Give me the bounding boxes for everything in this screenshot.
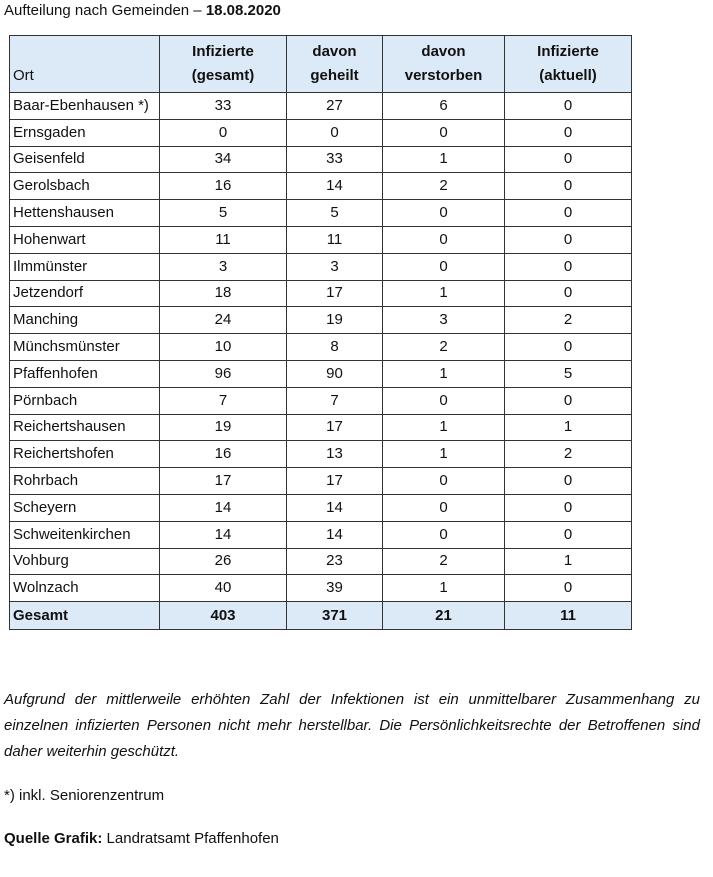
table-row xyxy=(10,226,632,253)
cell-verstorben: 0 xyxy=(383,468,505,495)
cell-geheilt: 90 xyxy=(287,360,383,387)
cell-geheilt: 17 xyxy=(287,468,383,495)
cell-ort: Gesamt xyxy=(10,602,160,630)
cell-ort: Wolnzach xyxy=(10,575,160,602)
cell-aktuell: 0 xyxy=(505,334,632,361)
footnote: *) inkl. Seniorenzentrum xyxy=(4,787,165,804)
cell-aktuell: 0 xyxy=(505,119,632,146)
table-total-row xyxy=(10,602,632,630)
header-line: (aktuell) xyxy=(539,67,597,84)
cell-verstorben: 1 xyxy=(383,414,505,441)
cell-ort: Ilmmünster xyxy=(10,253,160,280)
cell-geheilt: 371 xyxy=(287,602,383,630)
cell-geheilt: 8 xyxy=(287,334,383,361)
cell-verstorben: 6 xyxy=(383,93,505,120)
cell-ort: Reichertshausen xyxy=(10,414,160,441)
cell-aktuell: 0 xyxy=(505,280,632,307)
cell-geheilt: 19 xyxy=(287,307,383,334)
cell-infizierte-gesamt: 33 xyxy=(160,93,287,120)
cell-ort: Pörnbach xyxy=(10,387,160,414)
source-value: Landratsamt Pfaffenhofen xyxy=(102,830,279,847)
header-line: Infizierte xyxy=(537,43,599,60)
table-row xyxy=(10,334,632,361)
header-aktuell xyxy=(505,36,632,93)
cell-infizierte-gesamt: 18 xyxy=(160,280,287,307)
cell-infizierte-gesamt: 17 xyxy=(160,468,287,495)
cell-geheilt: 0 xyxy=(287,119,383,146)
cell-ort: Ernsgaden xyxy=(10,119,160,146)
cell-ort: Reichertshofen xyxy=(10,441,160,468)
cell-verstorben: 0 xyxy=(383,253,505,280)
cell-verstorben: 0 xyxy=(383,494,505,521)
cell-infizierte-gesamt: 26 xyxy=(160,548,287,575)
cell-aktuell: 0 xyxy=(505,226,632,253)
cell-infizierte-gesamt: 3 xyxy=(160,253,287,280)
cell-aktuell: 0 xyxy=(505,253,632,280)
header-line: Infizierte xyxy=(192,43,254,60)
cell-geheilt: 7 xyxy=(287,387,383,414)
cell-infizierte-gesamt: 14 xyxy=(160,521,287,548)
cell-ort: Geisenfeld xyxy=(10,146,160,173)
cell-verstorben: 1 xyxy=(383,441,505,468)
cell-ort: Pfaffenhofen xyxy=(10,360,160,387)
table-row xyxy=(10,200,632,227)
table-row xyxy=(10,575,632,602)
header-verstorben xyxy=(383,36,505,93)
cell-verstorben: 0 xyxy=(383,119,505,146)
table-row xyxy=(10,93,632,120)
cell-aktuell: 0 xyxy=(505,200,632,227)
cell-verstorben: 0 xyxy=(383,226,505,253)
cell-verstorben: 21 xyxy=(383,602,505,630)
cell-geheilt: 39 xyxy=(287,575,383,602)
cell-ort: Hohenwart xyxy=(10,226,160,253)
cell-geheilt: 17 xyxy=(287,280,383,307)
cell-infizierte-gesamt: 16 xyxy=(160,441,287,468)
cell-infizierte-gesamt: 5 xyxy=(160,200,287,227)
cell-ort: Gerolsbach xyxy=(10,173,160,200)
cell-ort: Scheyern xyxy=(10,494,160,521)
cell-verstorben: 2 xyxy=(383,334,505,361)
header-line: davon xyxy=(312,43,357,60)
cell-ort: Hettenshausen xyxy=(10,200,160,227)
cell-geheilt: 5 xyxy=(287,200,383,227)
cell-geheilt: 13 xyxy=(287,441,383,468)
cell-infizierte-gesamt: 34 xyxy=(160,146,287,173)
table-header-row xyxy=(10,36,632,93)
cell-aktuell: 0 xyxy=(505,93,632,120)
cell-ort: Münchsmünster xyxy=(10,334,160,361)
cell-geheilt: 11 xyxy=(287,226,383,253)
cell-geheilt: 14 xyxy=(287,521,383,548)
source-line xyxy=(4,830,279,847)
cell-verstorben: 1 xyxy=(383,575,505,602)
table-row xyxy=(10,253,632,280)
cell-infizierte-gesamt: 7 xyxy=(160,387,287,414)
header-line: geheilt xyxy=(310,67,359,84)
cell-aktuell: 0 xyxy=(505,173,632,200)
header-ort: Ort xyxy=(10,36,160,93)
cell-aktuell: 0 xyxy=(505,575,632,602)
cell-infizierte-gesamt: 14 xyxy=(160,494,287,521)
cell-geheilt: 14 xyxy=(287,494,383,521)
page-heading xyxy=(4,1,281,21)
cell-infizierte-gesamt: 403 xyxy=(160,602,287,630)
cell-infizierte-gesamt: 11 xyxy=(160,226,287,253)
cell-ort: Jetzendorf xyxy=(10,280,160,307)
cell-geheilt: 23 xyxy=(287,548,383,575)
header-line: davon xyxy=(421,43,466,60)
table-row xyxy=(10,387,632,414)
cell-infizierte-gesamt: 40 xyxy=(160,575,287,602)
table-row xyxy=(10,468,632,495)
cell-geheilt: 17 xyxy=(287,414,383,441)
table-row xyxy=(10,441,632,468)
cell-geheilt: 27 xyxy=(287,93,383,120)
cell-infizierte-gesamt: 0 xyxy=(160,119,287,146)
cell-verstorben: 0 xyxy=(383,521,505,548)
cell-verstorben: 1 xyxy=(383,360,505,387)
heading-date: 18.08.2020 xyxy=(205,2,281,19)
cell-infizierte-gesamt: 24 xyxy=(160,307,287,334)
cell-geheilt: 14 xyxy=(287,173,383,200)
cell-aktuell: 11 xyxy=(505,602,632,630)
table-row xyxy=(10,307,632,334)
cell-ort: Manching xyxy=(10,307,160,334)
cell-aktuell: 5 xyxy=(505,360,632,387)
cell-geheilt: 3 xyxy=(287,253,383,280)
cell-geheilt: 33 xyxy=(287,146,383,173)
cell-verstorben: 0 xyxy=(383,387,505,414)
table-row xyxy=(10,173,632,200)
source-label: Quelle Grafik: xyxy=(4,830,103,847)
header-line: verstorben xyxy=(404,67,483,84)
cell-aktuell: 2 xyxy=(505,441,632,468)
cell-aktuell: 0 xyxy=(505,494,632,521)
cell-verstorben: 2 xyxy=(383,548,505,575)
table-row xyxy=(10,280,632,307)
cell-aktuell: 1 xyxy=(505,414,632,441)
cell-infizierte-gesamt: 16 xyxy=(160,173,287,200)
heading-text: Aufteilung nach Gemeinden – xyxy=(4,2,206,19)
cell-aktuell: 0 xyxy=(505,521,632,548)
cell-verstorben: 1 xyxy=(383,280,505,307)
cell-aktuell: 0 xyxy=(505,468,632,495)
cell-ort: Rohrbach xyxy=(10,468,160,495)
table-row xyxy=(10,494,632,521)
cell-verstorben: 0 xyxy=(383,200,505,227)
header-infizierte-gesamt xyxy=(160,36,287,93)
cell-verstorben: 2 xyxy=(383,173,505,200)
cell-aktuell: 0 xyxy=(505,146,632,173)
note-text: Aufgrund der mittlerweile erhöhten Zahl der Infektionen ist ein unmittelbarer Zusammenhang zu einzelnen infizierten Personen nicht mehr herstellbar. Die Persönlichkeitsrechte der Betroffenen sind daher weiterhin geschützt. xyxy=(4,691,700,760)
cell-aktuell: 1 xyxy=(505,548,632,575)
infection-table xyxy=(9,35,632,630)
table-row xyxy=(10,521,632,548)
cell-ort: Schweitenkirchen xyxy=(10,521,160,548)
table-row xyxy=(10,360,632,387)
cell-aktuell: 2 xyxy=(505,307,632,334)
cell-ort: Vohburg xyxy=(10,548,160,575)
header-line: (gesamt) xyxy=(191,67,255,84)
cell-verstorben: 3 xyxy=(383,307,505,334)
cell-infizierte-gesamt: 10 xyxy=(160,334,287,361)
cell-ort: Baar-Ebenhausen *) xyxy=(10,93,160,120)
table-row xyxy=(10,146,632,173)
cell-infizierte-gesamt: 96 xyxy=(160,360,287,387)
cell-aktuell: 0 xyxy=(505,387,632,414)
header-geheilt xyxy=(287,36,383,93)
cell-infizierte-gesamt: 19 xyxy=(160,414,287,441)
table-row xyxy=(10,119,632,146)
table-row xyxy=(10,548,632,575)
cell-verstorben: 1 xyxy=(383,146,505,173)
table-row xyxy=(10,414,632,441)
